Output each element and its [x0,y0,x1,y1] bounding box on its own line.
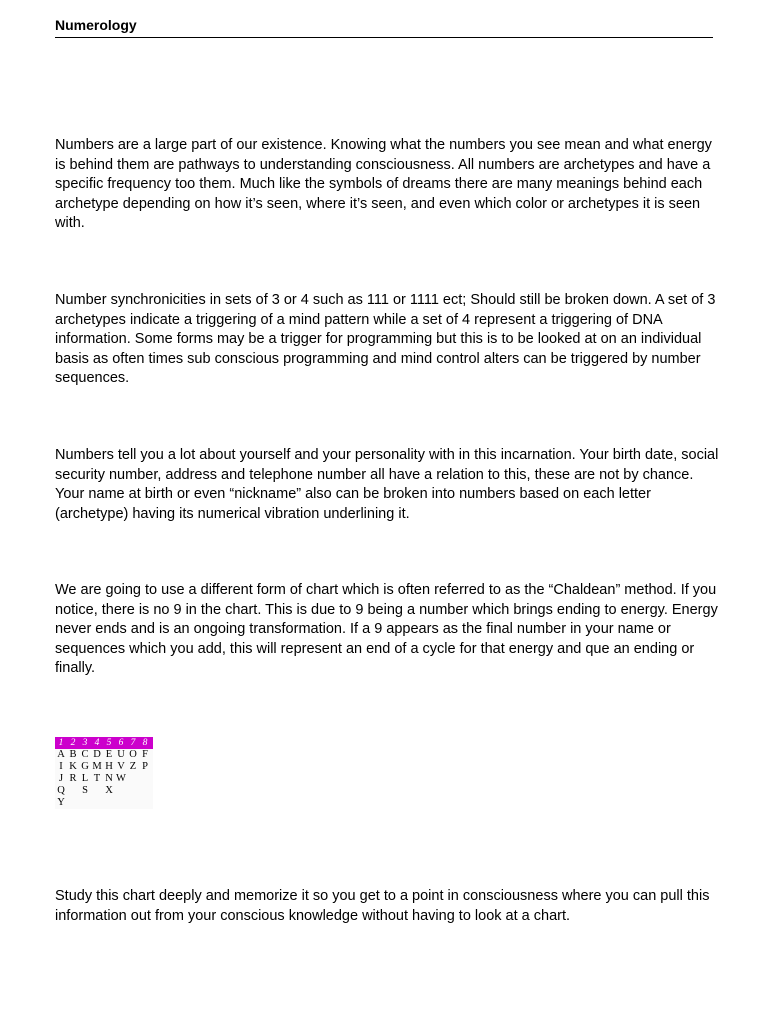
chart-letter: A [57,749,65,760]
chart-number: 4 [94,738,100,748]
chart-letter [115,797,127,809]
paragraph-intro: Numbers are a large part of our existence. Knowing what the numbers you see mean and what energy is behind them are pathways to understanding consciousness. All numbers are archetypes and have a specific frequency too them. Much like the symbols of dreams there are many meanings behind each archetype depending on how it’s seen, where it’s seen, and even which color or archetypes it is seen with. [55,137,712,231]
chart-letter: P [142,761,148,772]
chart-number: 6 [118,738,124,748]
chart-letter: M [92,761,102,772]
chart-letter [139,773,151,785]
chart-letter: N [105,773,113,784]
page-title: Numerology [55,17,137,33]
chart-letter: E [105,749,113,760]
chart-letter [139,797,151,809]
chart-letter: Q [57,785,65,796]
chart-number: 3 [82,738,88,748]
chart-letter [127,773,139,785]
chart-letter-row [55,749,153,761]
chart-letter: W [116,773,126,784]
chart-letter [115,785,127,797]
chart-number: 5 [106,738,112,748]
chart-letter: F [142,749,148,760]
chart-number: 1 [58,738,64,748]
chart-letter: L [81,773,89,784]
chart-letter: C [81,749,89,760]
chart-letter [79,797,91,809]
chart-letter-row [55,773,153,785]
chaldean-chart [55,737,153,809]
paragraph-chaldean-method: We are going to use a different form of chart which is often referred to as the “Chaldean” method. If you notice, there is no 9 in the chart. This is due to 9 being a number which brings ending to energy. Energy never ends and is an ongoing transformation. If a 9 appears as the final number in your name or sequences which you add, this will represent an end of a cycle for that energy and que an ending or finally. [55,582,718,676]
chart-letter: J [58,773,64,784]
chart-letter [91,797,103,809]
chart-letter [103,797,115,809]
chart-number: 2 [70,738,76,748]
chart-letter: R [69,773,77,784]
chart-letter: H [105,761,113,772]
chart-letter: S [82,785,88,796]
chart-letter [127,797,139,809]
chart-letter [127,785,139,797]
chart-letter: G [81,761,89,772]
chart-letter [139,785,151,797]
chart-letter: V [117,761,125,772]
chart-letter: U [117,749,125,760]
chart-letter-row [55,797,153,809]
chart-letter: B [69,749,77,760]
chart-letter: Z [129,761,137,772]
chart-number-row [55,737,153,749]
chart-letter: Y [57,797,65,808]
chart-letter-grid [55,749,153,809]
paragraph-study-chart: Study this chart deeply and memorize it so you get to a point in consciousness where you can pull this information out from your conscious knowledge without having to look at a chart. [55,888,710,924]
chart-letter: I [59,761,63,772]
chart-number: 8 [142,738,148,748]
chart-letter: O [129,749,137,760]
paragraph-personality: Numbers tell you a lot about yourself and your personality with in this incarnation. Your birth date, social security number, address and telephone number all have a relation to this, these are not by chance. Your name at birth or even “nickname” also can be broken into numbers based on each letter (archetype) having its numerical vibration underlining it. [55,447,719,522]
page-header [55,17,713,38]
chart-letter: K [69,761,77,772]
paragraph-synchronicities: Number synchronicities in sets of 3 or 4 such as 111 or 1111 ect; Should still be broken down. A set of 3 archetypes indicate a triggering of a mind pattern while a set of 4 represent a triggering of DNA information. Some forms may be a trigger for programming but this is to be looked at on an individual basis as often times sub conscious programming and mind control alters can be triggered by number sequences. [55,292,716,386]
chart-letter: T [93,773,101,784]
chart-letter [67,785,79,797]
chart-number: 7 [130,738,136,748]
chart-letter [91,785,103,797]
chart-letter-row [55,785,153,797]
chart-letter-row [55,761,153,773]
chart-letter: D [93,749,101,760]
chart-letter [67,797,79,809]
chart-letter: X [105,785,113,796]
